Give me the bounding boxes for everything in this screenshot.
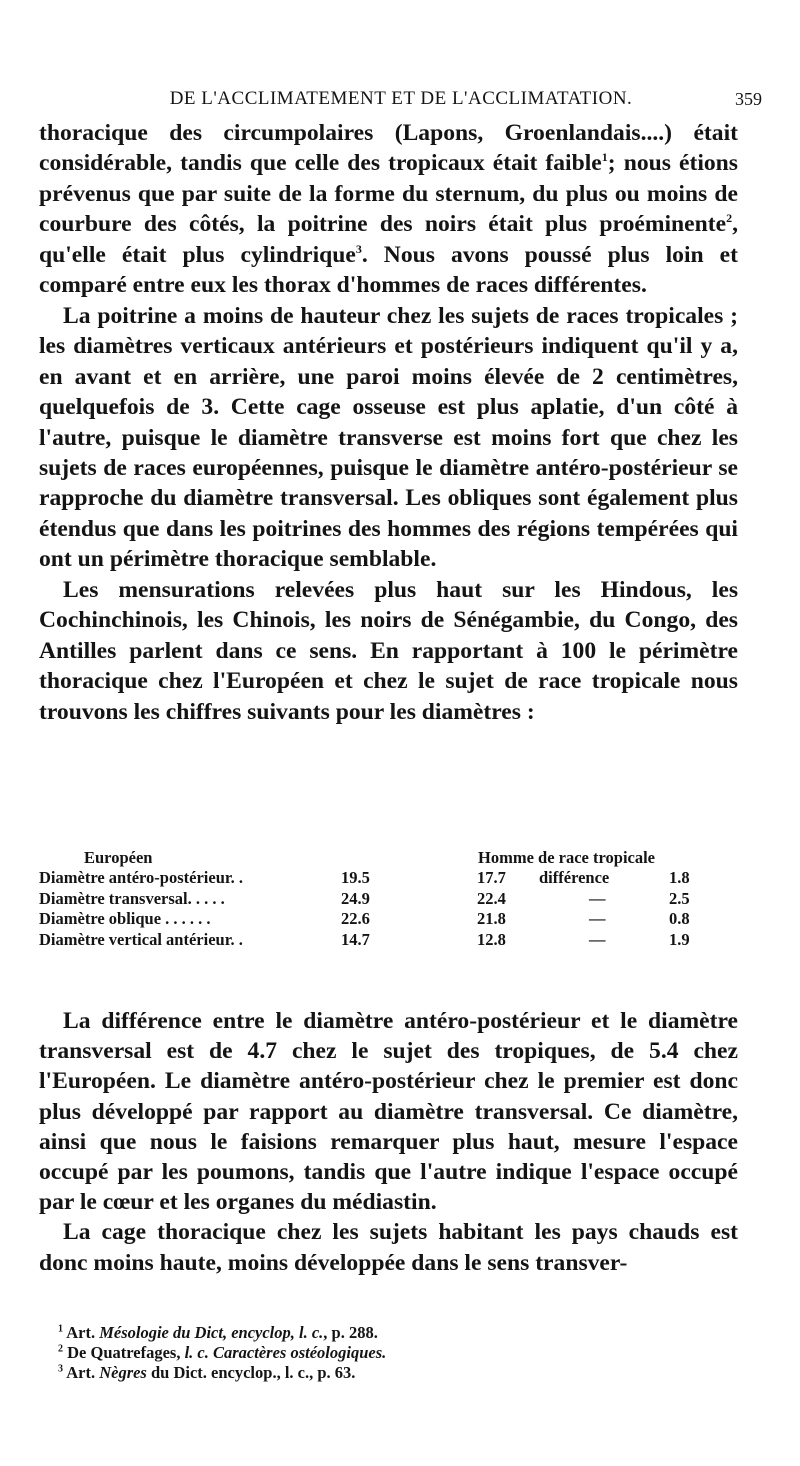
table-row [39,889,739,909]
footnote-3 [58,1363,738,1383]
footnote-title: l. c. Caractères ostéologiques. [184,1343,387,1362]
page-header [40,84,762,114]
footnote-mark: 1 [58,1323,63,1335]
paragraph-1-part-b: ; nous étions prévenus que par suite de la forme du sternum, du plus ou moins de courbure des côtés, la poitrine des noirs était plus proéminente [39,150,738,238]
footnote-text: Art. [66,1323,100,1342]
paragraph-1-part-c: , qu'elle était plus cylindrique [39,211,738,268]
difference-label: différence [539,868,610,888]
paragraph-1-part-d: . Nous avons poussé plus loin et comparé entre eux les thorax d'hommes de races différentes. [39,241,738,299]
difference-label: — [589,888,606,908]
row-label: Diamètre vertical antérieur. . [39,929,243,949]
footnote-ref-3: 3 [355,241,362,256]
row-label: Diamètre antéro-postérieur. . [39,868,244,888]
european-value: 22.6 [341,909,370,929]
table-header-row [39,848,739,868]
difference-label: — [589,909,606,929]
paragraph-3: Les mensurations relevées plus haut sur les Hindous, les Cochinchinois, les Chinois, les noirs de Sénégambie, du Congo, des Antilles parlent dans ce sens. En rapportant à 100 le périmètre thoracique chez l'Européen et chez le sujet de race tropicale nous trouvons les chiffres suivants pour les diamètres : [39,576,738,725]
paragraph-5: La cage thoracique chez les sujets habitant les pays chauds est donc moins haute, moins développée dans le sens transver- [39,1219,738,1276]
header-european: Européen [84,848,153,867]
european-value: 24.9 [341,888,370,908]
footnote-title: Nègres [99,1363,147,1382]
footnotes [58,1323,738,1383]
tropical-value: 12.8 [477,929,506,949]
footnote-title: Mésologie du Dict, encyclop, l. c. [99,1323,324,1342]
footnote-ref-1: 1 [601,150,608,165]
paragraph-2: La poitrine a moins de hauteur chez les sujets de races tropicales ; les diamètres verticaux antérieurs et postérieurs indiquent qu'il y a, en avant et en arrière, une paroi moins élevée de 2 centimètres, quelquefois de 3. Cette cage osseuse est plus aplatie, d'un côté à l'autre, puisque le diamètre transverse est moins fort que chez les sujets de races européennes, puisque le diamètre antéro-postérieur se rapproche du diamètre transversal. Les obliques sont également plus étendus que dans les poitrines des hommes des régions tempérées qui ont un périmètre thoracique semblable. [39,302,738,573]
footnote-mark: 3 [58,1363,63,1375]
footnote-1 [58,1323,738,1343]
footnote-text: De Quatrefages, [67,1343,185,1362]
difference-value: 1.9 [669,929,690,949]
european-value: 14.7 [341,929,370,949]
footnote-mark: 2 [58,1343,63,1355]
body-text [39,118,738,727]
footnote-2 [58,1343,738,1363]
row-label: Diamètre transversal. . . . . [39,888,225,908]
footnote-text: du Dict. encyclop., l. c., p. 63. [146,1363,356,1382]
tropical-value: 22.4 [477,888,506,908]
european-value: 19.5 [341,868,370,888]
difference-label: — [589,929,606,949]
footnote-text: , p. 288. [323,1323,378,1342]
table-row [39,909,739,929]
paragraph-1-part-a: thoracique des circumpolaires (Lapons, Groenlandais....) était considérable, tandis que celle des tropicaux était faible [39,120,738,177]
difference-value: 2.5 [669,888,690,908]
running-head: DE L'ACCLIMATEMENT ET DE L'ACCLIMATATION. [169,88,633,109]
row-label: Diamètre oblique . . . . . . [39,909,211,929]
tropical-value: 17.7 [477,868,506,888]
page-number: 359 [735,89,762,109]
footnote-text: Art. [66,1363,100,1382]
measurement-table [39,848,739,950]
table-row [39,930,739,950]
header-tropical: Homme de race tropicale [478,848,656,867]
difference-value: 1.8 [669,868,690,888]
paragraph-4: La différence entre le diamètre antéro-postérieur et le diamètre transversal est de 4.7 chez le sujet des tropiques, de 5.4 chez l'Européen. Le diamètre antéro-postérieur chez le premier est donc plus développé par rapport au diamètre transversal. Ce diamètre, ainsi que nous le faisions remarquer plus haut, mesure l'espace occupé par les poumons, tandis que l'autre indique l'espace occupé par le cœur et les organes du médiastin. [39,1008,738,1216]
footnote-ref-2: 2 [726,211,733,226]
table-row [39,868,739,888]
difference-value: 0.8 [669,909,690,929]
paragraph-1 [39,118,738,301]
tropical-value: 21.8 [477,909,506,929]
body-text-continued [39,1006,738,1278]
